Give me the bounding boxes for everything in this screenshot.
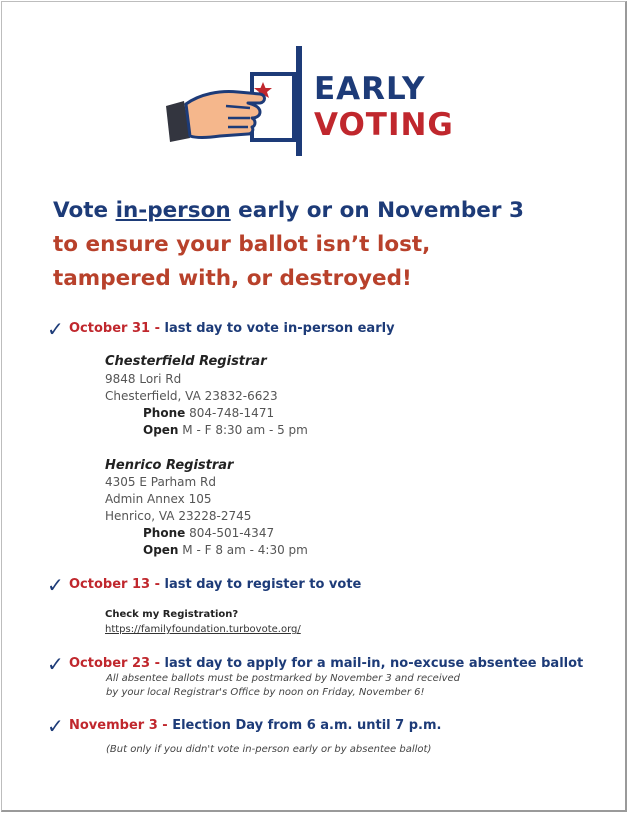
registrar-name: Henrico Registrar bbox=[105, 458, 234, 473]
registrar-address: 4305 E Parham Rd bbox=[105, 475, 216, 489]
logo-early-text: EARLY bbox=[314, 71, 426, 107]
deadline-date: October 23 - bbox=[69, 656, 160, 671]
deadline-text: last day to vote in-person early bbox=[159, 321, 395, 336]
registrar-address: Henrico, VA 23228-2745 bbox=[105, 509, 252, 523]
phone-number: 804-501-4347 bbox=[185, 526, 275, 540]
phone-label: Phone bbox=[143, 406, 186, 420]
deadline-date: November 3 - bbox=[69, 718, 168, 733]
deadline-date: October 31 - bbox=[69, 321, 160, 336]
headline bbox=[53, 194, 524, 296]
open-label: Open bbox=[143, 543, 179, 557]
headline-underlined: in-person bbox=[115, 198, 231, 223]
deadline-item bbox=[69, 321, 395, 337]
registrar-hours bbox=[143, 422, 308, 439]
deadline-item bbox=[69, 577, 361, 593]
deadline-text: last day to apply for a mail-in, no-excuse absentee ballot bbox=[159, 656, 584, 671]
registrar-address: Chesterfield, VA 23832-6623 bbox=[105, 389, 278, 403]
phone-label: Phone bbox=[143, 526, 186, 540]
hours-text: M - F 8 am - 4:30 pm bbox=[178, 543, 308, 557]
registrar-hours bbox=[143, 542, 308, 559]
open-label: Open bbox=[143, 423, 179, 437]
headline-part-1: Vote bbox=[53, 198, 116, 223]
deadline-date: October 13 - bbox=[69, 577, 160, 592]
phone-number: 804-748-1471 bbox=[185, 406, 275, 420]
deadline-item bbox=[69, 718, 441, 734]
flyer-page bbox=[1, 1, 627, 812]
registration-link[interactable]: https://familyfoundation.turbovote.org/ bbox=[105, 624, 301, 635]
headline-line-3: tampered with, or destroyed! bbox=[53, 266, 412, 291]
hours-text: M - F 8:30 am - 5 pm bbox=[178, 423, 308, 437]
election-note: (But only if you didn't vote in-person early or by absentee ballot) bbox=[106, 744, 432, 755]
check-icon: ✓ bbox=[47, 652, 64, 676]
registrar-name: Chesterfield Registrar bbox=[105, 354, 267, 369]
absentee-note: by your local Registrar's Office by noon on Friday, November 6! bbox=[106, 687, 425, 698]
registrar-address: Admin Annex 105 bbox=[105, 492, 212, 506]
registrar-phone bbox=[143, 405, 274, 422]
absentee-note: All absentee ballots must be postmarked by November 3 and received bbox=[106, 673, 461, 684]
registration-label: Check my Registration? bbox=[105, 609, 239, 620]
hand-ballot-box-icon bbox=[160, 46, 310, 156]
logo-voting-text: VOTING bbox=[314, 107, 454, 143]
deadline-text: last day to register to vote bbox=[159, 577, 362, 592]
deadline-item bbox=[69, 656, 583, 672]
headline-part-3: early or on November 3 bbox=[230, 198, 524, 223]
check-icon: ✓ bbox=[47, 317, 64, 341]
registrar-address: 9848 Lori Rd bbox=[105, 372, 182, 386]
check-icon: ✓ bbox=[47, 714, 64, 738]
check-icon: ✓ bbox=[47, 573, 64, 597]
deadline-text: Election Day from 6 a.m. until 7 p.m. bbox=[167, 718, 442, 733]
registrar-phone bbox=[143, 525, 274, 542]
headline-line-1 bbox=[53, 194, 524, 228]
headline-line-2: to ensure your ballot isn’t lost, bbox=[53, 232, 431, 257]
